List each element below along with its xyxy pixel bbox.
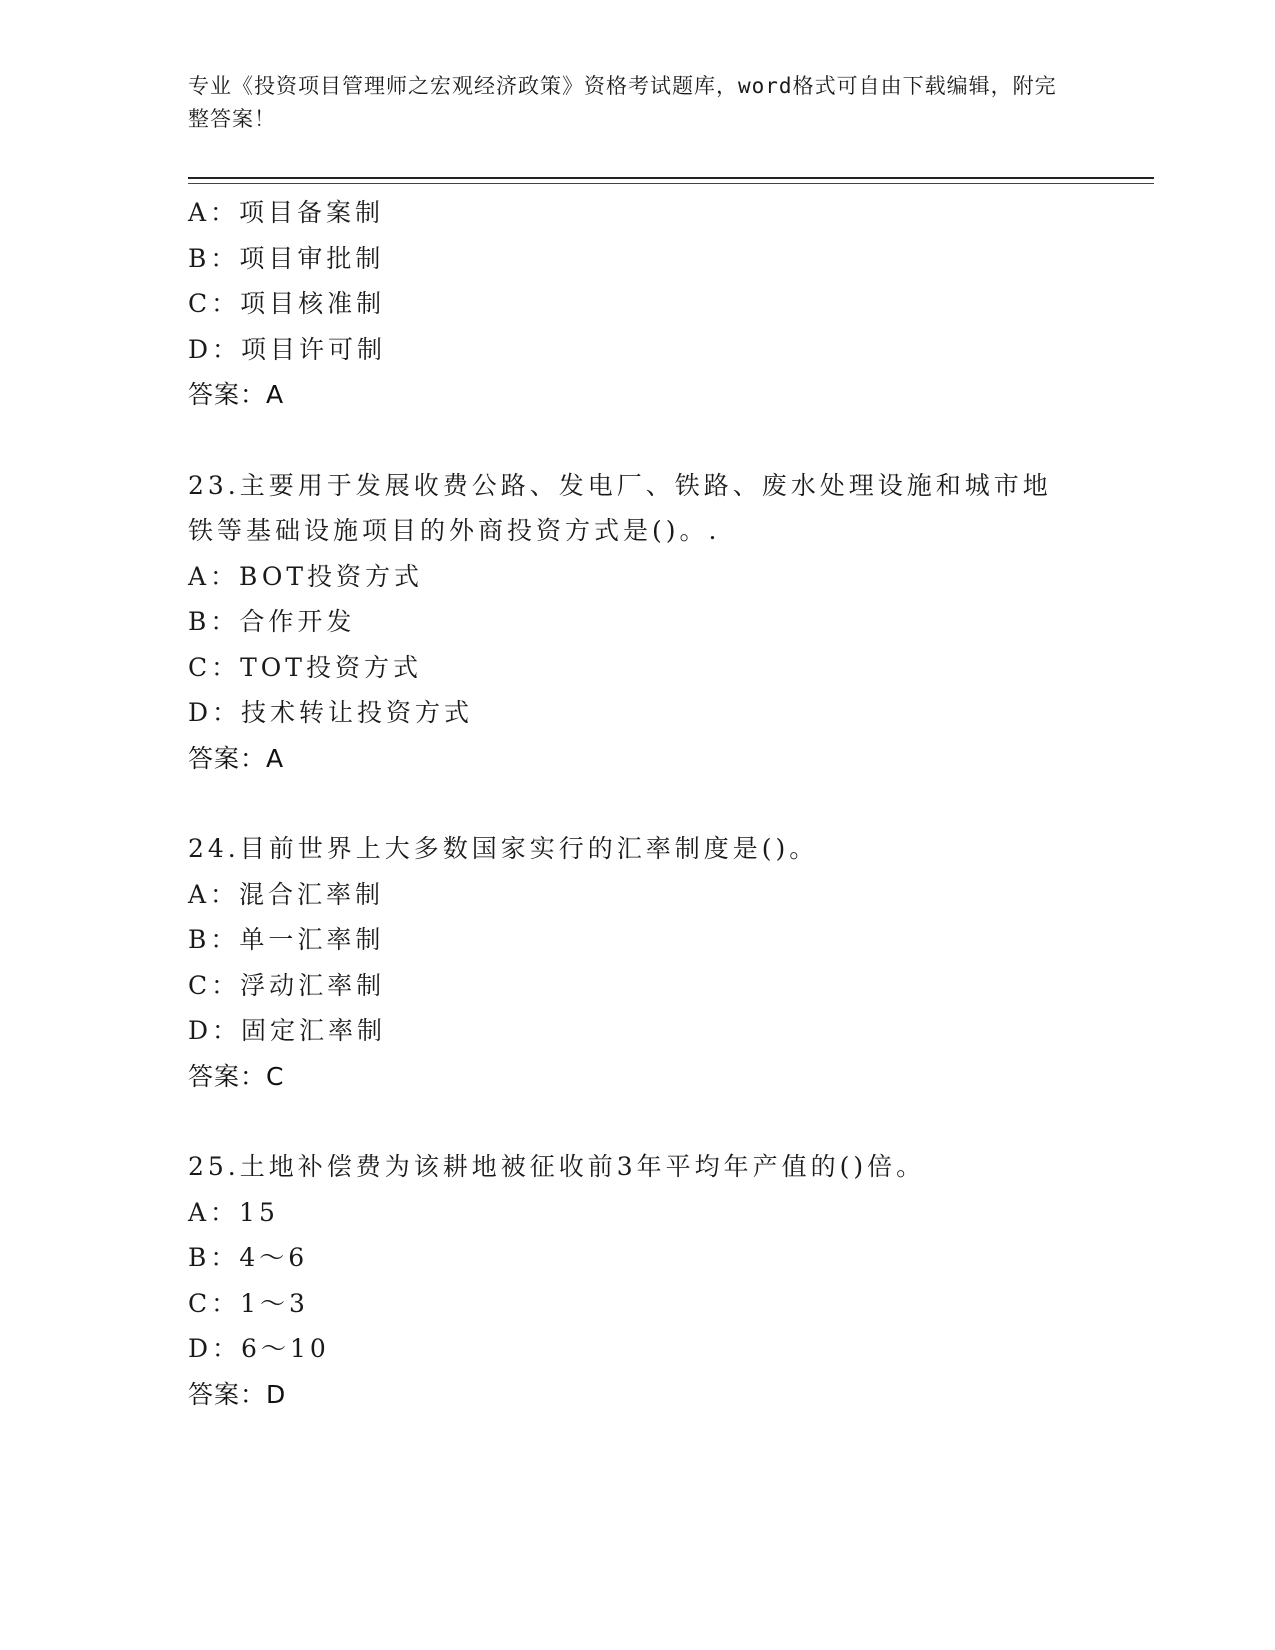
question-list <box>188 190 1088 1417</box>
question-23 <box>188 463 1088 782</box>
option-a: A：BOT投资方式 <box>188 561 424 591</box>
document-header: 专业《投资项目管理师之宏观经济政策》资格考试题库，word格式可自由下载编辑，附完整答案！ <box>188 74 1057 131</box>
question-text: 25.土地补偿费为该耕地被征收前3年平均年产值的()倍。 <box>188 1152 926 1181</box>
header-divider-thick <box>188 177 1154 179</box>
question-24 <box>188 826 1088 1099</box>
option-b: B：单一汇率制 <box>188 925 385 954</box>
option-d: D：6～10 <box>188 1334 330 1363</box>
spacer <box>188 1099 1088 1144</box>
option-a: A：项目备案制 <box>188 198 385 227</box>
spacer <box>188 418 1088 463</box>
option-c: C：浮动汇率制 <box>188 970 386 1000</box>
answer-line: 答案：A <box>188 380 285 409</box>
spacer <box>188 781 1088 826</box>
answer-line: 答案：A <box>188 743 285 773</box>
option-c: C：项目核准制 <box>188 289 386 318</box>
answer-line: 答案：D <box>188 1379 287 1409</box>
question-text: 24.目前世界上大多数国家实行的汇率制度是()。 <box>188 834 819 863</box>
option-b: B：项目审批制 <box>188 243 385 273</box>
answer-line: 答案：C <box>188 1061 285 1091</box>
option-c: C：1～3 <box>188 1288 309 1318</box>
option-d: D：技术转让投资方式 <box>188 698 474 727</box>
option-a: A：15 <box>188 1197 279 1227</box>
option-b: B：4～6 <box>188 1243 309 1272</box>
option-d: D：固定汇率制 <box>188 1016 387 1045</box>
option-b: B：合作开发 <box>188 607 356 636</box>
question-text: 23.主要用于发展收费公路、发电厂、铁路、废水处理设施和城市地铁等基础设施项目的外商投资方式是()。. <box>188 470 1052 545</box>
option-c: C：TOT投资方式 <box>188 652 422 682</box>
question-25 <box>188 1144 1088 1417</box>
option-d: D：项目许可制 <box>188 334 387 364</box>
option-a: A：混合汇率制 <box>188 879 385 909</box>
question-22 <box>188 190 1088 418</box>
header-divider-thin <box>188 183 1154 184</box>
